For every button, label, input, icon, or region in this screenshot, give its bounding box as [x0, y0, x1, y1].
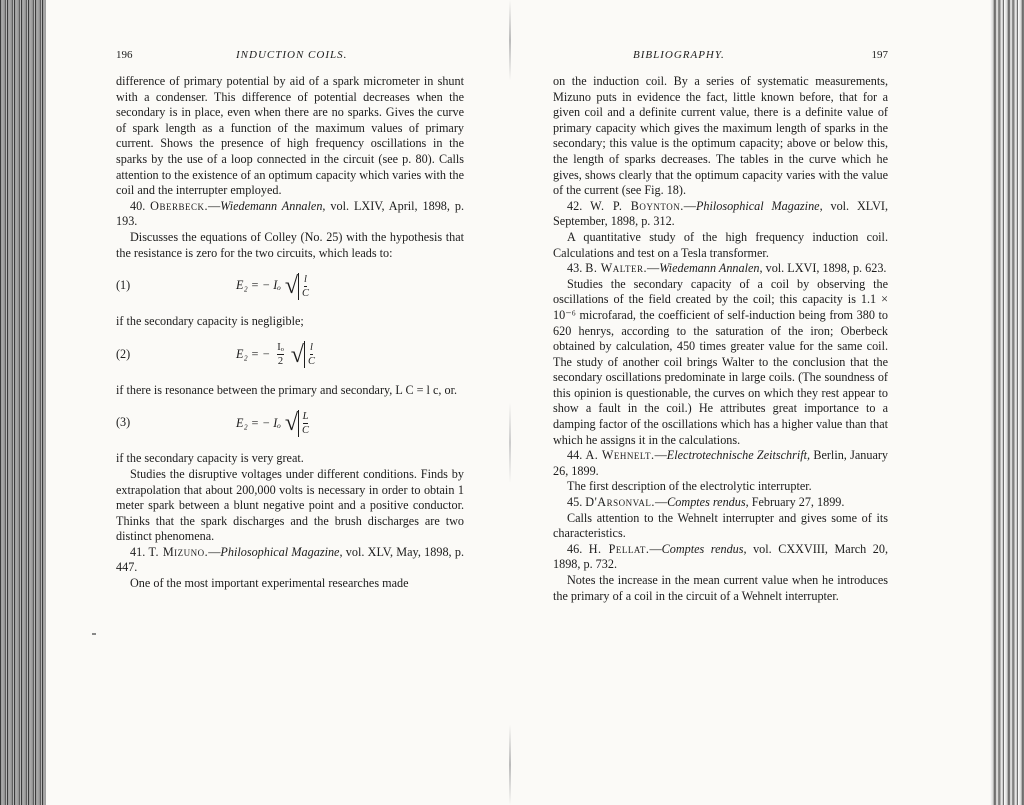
entry-42-dash: —	[683, 198, 696, 213]
equation-1-sqrt	[285, 273, 312, 300]
equation-1-lhs: E₂ = − Iₒ	[236, 278, 281, 293]
entry-41-journal: Philosophical Magazine,	[220, 544, 343, 559]
entry-44-number: 44.	[567, 448, 583, 463]
entry-44-dash: —	[654, 448, 667, 463]
equation-2-coef-numerator: Iₒ	[277, 342, 284, 354]
condition-1: if the secondary capacity is negligible;	[116, 314, 304, 329]
equation-1-numerator: l	[304, 273, 307, 285]
entry-45-journal: Comptes rendus,	[667, 495, 749, 510]
equation-2-coefficient	[274, 341, 287, 368]
radical-sign-icon: √	[284, 273, 298, 300]
right-page	[553, 48, 888, 604]
left-paragraph-4: One of the most important experimental researches made	[130, 576, 409, 591]
equation-2-body	[236, 335, 318, 375]
entry-45-dash: —	[654, 495, 668, 510]
equation-2-numerator: l	[309, 342, 313, 354]
right-paragraph-2: A quantitative study of the high frequency induction coil. Calculations and test on a Tesla transformer.	[553, 229, 888, 260]
condition-3: if the secondary capacity is very great.	[116, 451, 304, 466]
entry-46-number: 46.	[567, 541, 583, 556]
entry-43-author: B. Walter.	[585, 261, 648, 276]
radical-sign-icon: √	[284, 410, 298, 437]
left-binding-shadow	[0, 0, 46, 805]
entry-45-ref: February 27, 1899.	[748, 495, 845, 510]
left-paragraph-2: Discusses the equations of Colley (No. 25) with the hypothesis that the resistance is zero for the two circuits, which leads to:	[116, 229, 464, 260]
equation-3-number: (3)	[116, 415, 131, 430]
entry-42-number: 42.	[567, 198, 583, 213]
entry-42	[553, 199, 888, 230]
entry-45-author: D'Arsonval.	[585, 495, 655, 510]
right-running-head	[553, 48, 888, 74]
left-page-number: 196	[116, 49, 133, 61]
equation-2	[116, 335, 464, 375]
equation-2-lhs: E₂ = −	[236, 346, 271, 361]
entry-41-dash: —	[208, 544, 221, 559]
entry-46-journal: Comptes rendus,	[661, 541, 747, 556]
entry-40-ref: vol. LXIV, April, 1898, p. 193.	[116, 198, 464, 229]
entry-45-number: 45.	[567, 495, 583, 510]
entry-42-journal: Philosophical Magazine,	[695, 198, 823, 213]
equation-2-sqrt	[291, 341, 318, 368]
entry-43-dash: —	[647, 261, 660, 276]
entry-44-journal: Electrotechnische Zeitschrift,	[666, 448, 811, 463]
entry-44-author: A. Wehnelt.	[585, 448, 655, 463]
right-page-number: 197	[871, 49, 888, 61]
equation-3-lhs: E₂ = − Iₒ	[236, 415, 281, 430]
equation-3-body	[236, 403, 312, 443]
equation-3-sqrt	[285, 410, 312, 437]
equation-3-numerator: L	[302, 410, 309, 422]
right-paragraph-4: The first description of the electrolytic interrupter.	[567, 479, 812, 494]
entry-43-journal: Wiedemann Annalen,	[659, 261, 763, 276]
center-gutter	[509, 0, 511, 805]
equation-1-body	[236, 266, 312, 306]
equation-2-number: (2)	[116, 346, 131, 361]
right-paragraph-5: Calls attention to the Wehnelt interrupter and gives some of its characteristics.	[553, 510, 888, 541]
right-binding-shadow	[990, 0, 1024, 805]
entry-46	[553, 542, 888, 573]
left-running-head	[116, 48, 464, 74]
right-paragraph-6: Notes the increase in the mean current value when he introduces the primary of a coil in the circuit of a Wehnelt interrupter.	[553, 573, 888, 603]
entry-40-author: Oberbeck.	[150, 198, 209, 213]
entry-42-author: W. P. Boynton.	[590, 198, 684, 213]
condition-2: if there is resonance between the primary and secondary, L C = l c, or.	[116, 382, 457, 397]
entry-41-ref: vol. XLV, May, 1898, p. 447.	[116, 544, 464, 575]
equation-3-denominator: C	[301, 424, 309, 436]
left-paragraph-3: Studies the disruptive voltages under different conditions. Finds by extrapolation that about 200,000 volts is necessary in order to obtain 1 meter spark between a blunt negative point and a positive conductor. Thinks that the spark discharges and the brush discharges are two distinct phenomena.	[116, 466, 464, 544]
entry-42-ref: vol. XLVI, September, 1898, p. 312.	[553, 198, 889, 229]
right-paragraph-3: Studies the secondary capacity of a coil by observing the oscillations of the field created by the coil; this capacity is 1.1 × 10⁻⁶ microfarad, the coefficient of self-induction being from 380 to 620 henrys, according to the saturation of the iron; Oberbeck obtained by calculation, 450 times greater value for the same coil. The study of another coil brings Walter to the conclusion that the secondary oscillations predominate in large coils. (The soundness of this opinion is questionable, the curves on which they rest appear to show a fault in the coil.) He attributes great importance to a damping factor of the oscillations which has a higher value than that which he assigns it in the calculations.	[553, 276, 888, 447]
equation-1-number: (1)	[116, 278, 131, 293]
entry-41-author: T. Mizuno.	[148, 544, 209, 559]
entry-41-number: 41.	[130, 544, 146, 559]
right-running-title: BIBLIOGRAPHY.	[633, 49, 725, 61]
entry-46-ref: vol. CXXVIII, March 20, 1898, p. 732.	[553, 541, 889, 572]
entry-45	[553, 495, 888, 511]
entry-40-dash: —	[208, 198, 221, 213]
entry-44-ref: Berlin, January 26, 1899.	[553, 448, 889, 478]
right-paragraph-1: on the induction coil. By a series of systematic measurements, Mizuno puts in evidence the fact, little known before, that for a given coil and a definite current value, there is a definite value of primary capacity which gives the maximum length of sparks in the secondary; this value is the optimum capacity; above or below this, the length of sparks decreases. The tables in the curve which he gives, shows clearly that the optimum capacity varies with the value of the current (see Fig. 18).	[553, 74, 888, 198]
left-page	[116, 48, 464, 592]
entry-43-number: 43.	[567, 261, 583, 276]
entry-43	[553, 261, 888, 277]
entry-40-number: 40.	[130, 198, 146, 213]
equation-2-coef-denominator: 2	[277, 356, 284, 368]
left-running-title: INDUCTION COILS.	[236, 49, 348, 61]
scan-speck	[92, 633, 96, 635]
equation-3	[116, 403, 464, 443]
entry-40	[116, 199, 464, 230]
radical-sign-icon: √	[290, 341, 304, 368]
entry-43-ref: vol. LXVI, 1898, p. 623.	[762, 261, 887, 276]
equation-1	[116, 266, 464, 306]
entry-40-journal: Wiedemann Annalen,	[220, 198, 326, 213]
entry-46-dash: —	[649, 541, 662, 556]
entry-44	[553, 448, 888, 479]
entry-46-author: H. Pellat.	[588, 541, 650, 556]
entry-41	[116, 545, 464, 576]
equation-2-denominator: C	[307, 356, 315, 368]
equation-1-denominator: C	[301, 287, 309, 299]
left-paragraph-1: difference of primary potential by aid of a spark micrometer in shunt with a condenser. This difference of potential decreases when the secondary is in place, even when there are no sparks. Gives the curve of spark length as a function of the maximum values of primary current. Shows the presence of high frequency oscillations in the sparks by the use of a loop connected in the circuit (see p. 80). Calls attention to the existence of an optimum capacity which varies with the coil and the interrupter employed.	[116, 74, 464, 198]
